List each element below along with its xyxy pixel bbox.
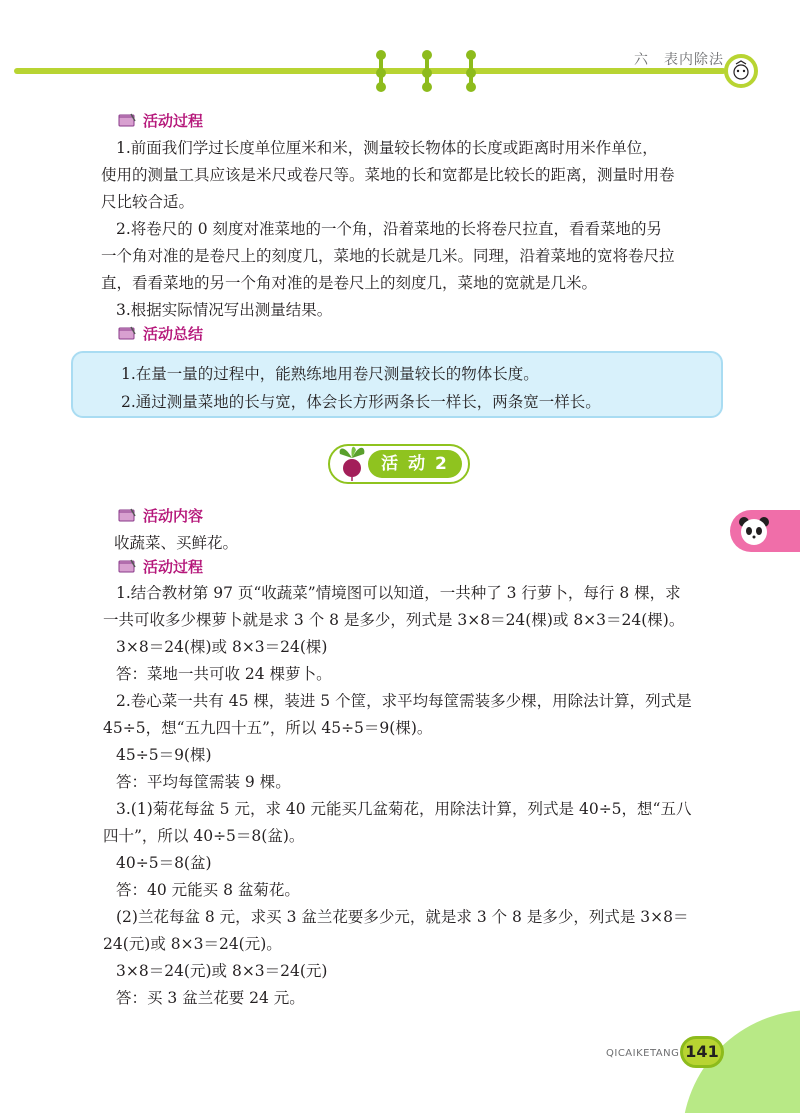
paragraph-line: 3.根据实际情况写出测量结果。 <box>116 301 333 319</box>
section-heading-label: 活动过程 <box>143 111 204 130</box>
binder-pin-icon <box>376 50 386 90</box>
paragraph-line: 答：菜地一共可收 24 棵萝卜。 <box>116 665 332 683</box>
paragraph-line: 尺比较合适。 <box>101 193 195 211</box>
summary-line: 1.在量一量的过程中，能熟练地用卷尺测量较长的物体长度。 <box>121 365 539 383</box>
paragraph-line: 2.卷心菜一共有 45 棵，装进 5 个筐，求平均每筐需装多少棵，用除法计算，列式是 <box>116 692 692 710</box>
activity-banner <box>328 444 470 484</box>
paragraph-line: 一共可收多少棵萝卜就是求 3 个 8 是多少，列式是 3×8＝24(棵)或 8×3＝24(棵)。 <box>103 611 685 629</box>
paragraph-line: 3.(1)菊花每盆 5 元，求 40 元能买几盆菊花，用除法计算，列式是 40÷5，想“五八 <box>116 800 692 818</box>
section-heading-label: 活动过程 <box>143 557 204 576</box>
notebook-icon <box>117 507 137 523</box>
binder-pin-icon <box>466 50 476 90</box>
paragraph-line: 40÷5＝8(盆) <box>116 854 212 872</box>
header-rule <box>14 68 726 74</box>
section-heading-label: 活动总结 <box>143 324 204 343</box>
paragraph-line: 1.前面我们学过长度单位厘米和米，测量较长物体的长度或距离时用米作单位， <box>116 139 658 157</box>
paragraph-line: 一个角对准的是卷尺上的刻度几，菜地的长就是几米。同理，沿着菜地的宽将卷尺拉 <box>101 247 675 265</box>
notebook-icon <box>117 325 137 341</box>
notebook-icon <box>117 112 137 128</box>
section-heading-content <box>117 504 203 526</box>
paragraph-line: 45÷5＝9(棵) <box>116 746 212 764</box>
section-heading-summary <box>117 322 203 344</box>
mascot-icon <box>724 54 758 88</box>
paragraph-line: 使用的测量工具应该是米尺或卷尺等。菜地的长和宽都是比较长的距离，测量时用卷 <box>101 166 675 184</box>
panda-icon <box>736 514 772 548</box>
section-heading-process <box>117 555 203 577</box>
paragraph-line: 24(元)或 8×3＝24(元)。 <box>103 935 282 953</box>
radish-icon <box>334 440 370 482</box>
paragraph-line: 3×8＝24(元)或 8×3＝24(元) <box>116 962 328 980</box>
paragraph-line: 3×8＝24(棵)或 8×3＝24(棵) <box>116 638 328 656</box>
binder-pin-icon <box>422 50 432 90</box>
paragraph-line: 答：买 3 盆兰花要 24 元。 <box>116 989 305 1007</box>
paragraph-line: 四十”，所以 40÷5＝8(盆)。 <box>103 827 305 845</box>
section-heading-label: 活动内容 <box>143 506 204 525</box>
process-text <box>101 135 726 324</box>
summary-box <box>71 351 723 418</box>
side-tab <box>730 510 800 552</box>
activity-process-text <box>101 580 726 1012</box>
footer-brand: QICAIKETANG <box>606 1048 680 1059</box>
paragraph-line: 45÷5，想“五九四十五”，所以 45÷5＝9(棵)。 <box>103 719 433 737</box>
activity-title: 活 动 2 <box>368 450 462 478</box>
content-text: 收蔬菜、买鲜花。 <box>114 534 239 552</box>
page-number: 141 <box>680 1036 724 1068</box>
paragraph-line: 答：40 元能买 8 盆菊花。 <box>116 881 300 899</box>
summary-line: 2.通过测量菜地的长与宽，体会长方形两条长一样长，两条宽一样长。 <box>121 393 601 411</box>
paragraph-line: 2.将卷尺的 0 刻度对准菜地的一个角，沿着菜地的长将卷尺拉直，看看菜地的另 <box>116 220 663 238</box>
paragraph-line: (2)兰花每盆 8 元，求买 3 盆兰花要多少元，就是求 3 个 8 是多少，列式是 3×8＝ <box>116 908 689 926</box>
paragraph-line: 直，看看菜地的另一个角对准的是卷尺上的刻度几，菜地的宽就是几米。 <box>101 274 598 292</box>
paragraph-line: 答：平均每筐需装 9 棵。 <box>116 773 291 791</box>
chapter-title: 六 表内除法 <box>634 52 724 68</box>
notebook-icon <box>117 558 137 574</box>
paragraph-line: 1.结合教材第 97 页“收蔬菜”情境图可以知道，一共种了 3 行萝卜，每行 8 棵，求 <box>116 584 681 602</box>
section-heading-process <box>117 109 203 131</box>
